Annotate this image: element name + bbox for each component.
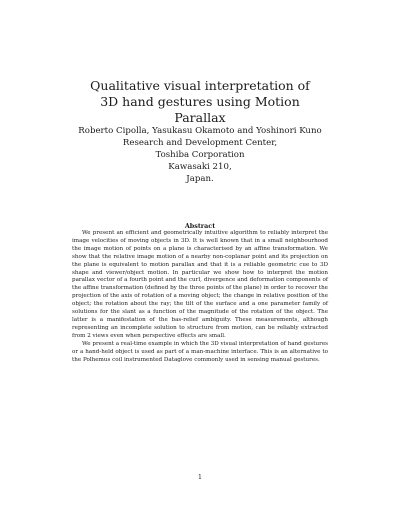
abstract-heading: Abstract bbox=[184, 222, 216, 230]
page-number: 1 bbox=[198, 474, 202, 481]
affiliation-country: Japan. bbox=[186, 174, 214, 184]
affiliation-company: Toshiba Corporation bbox=[155, 150, 245, 160]
abstract-paragraph-1: We present an efficient and geometrically intuitive algorithm to reliably interpret the image velocities of moving objects in 3D. It is well known that in a small neighbourhood the image motion of points on a plane is characterised by an affine transformation. We show that the relative image motion of a nearby non-coplanar point and its projection on the plane is equivalent to motion parallax and that it is a reliable geometric cue to 3D shape and viewer/object motion. In particular we show how to interpret the motion parallax vector of a fourth point and the curl, divergence and deformation components of the affine transformation (defined by the three points of the plane) in order to recover the projection of the axis of rotation of a moving object; the change in relative position of the object; the rotation about the ray; the tilt of the surface and a one parameter family of solutions for the slant as a function of the magnitude of the rotation of the object. The latter is a manifestation of the bas-relief ambiguity. These measurements, although representing an incomplete solution to structure from motion, can be reliably extracted from 2 views even when perspective effects are small. bbox=[72, 230, 328, 339]
affiliation-city: Kawasaki 210, bbox=[168, 162, 232, 172]
abstract-paragraph-2: We present a real-time example in which the 3D visual interpretation of hand gestures or a hand-held object is used as part of a man-machine interface. This is an alternative to the Polhemus coil instrumented Dataglove commonly used in sensing manual gestures. bbox=[72, 340, 328, 363]
paper-title: Qualitative visual interpretation of 3D hand gestures using Motion Parallax bbox=[90, 78, 310, 125]
author-names: Roberto Cipolla, Yasukasu Okamoto and Yoshinori Kuno bbox=[78, 126, 322, 136]
author-block bbox=[60, 125, 340, 185]
affiliation-department: Research and Development Center, bbox=[122, 138, 278, 148]
abstract-body bbox=[72, 230, 328, 364]
